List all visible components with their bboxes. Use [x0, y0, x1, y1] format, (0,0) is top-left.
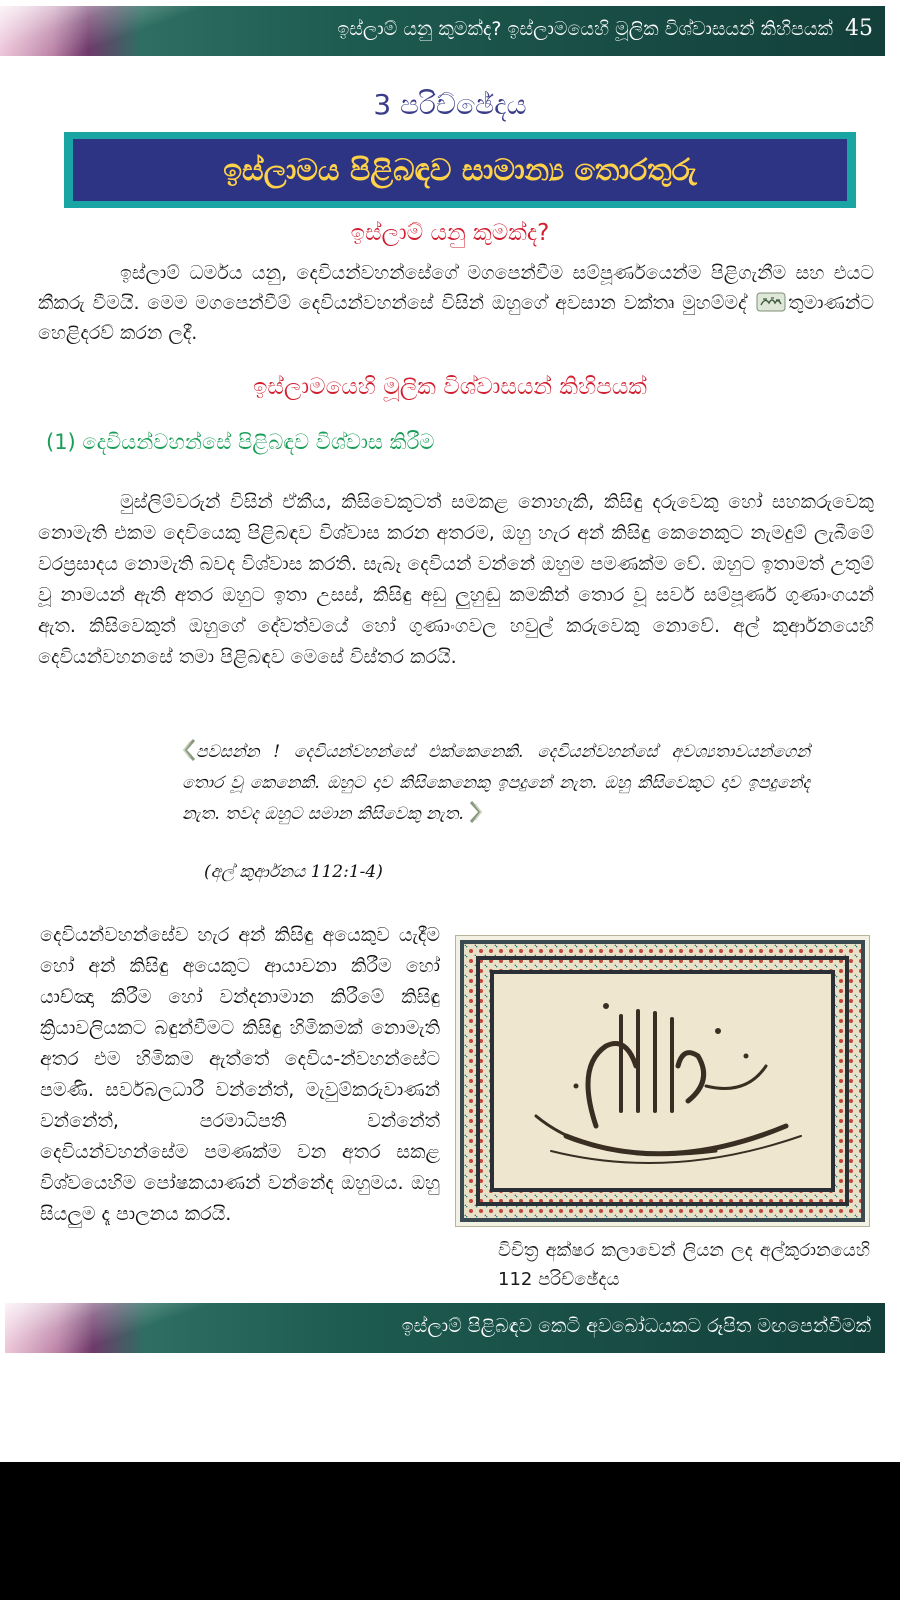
worship-paragraph: දෙවියන්වහන්සේව හැර අන් කිසිඳු අයෙකුව යැදීම හෝ අන් කිසිඳු අයෙකුට ආයාචනා කිරීම හෝ යාච්ඤා කිරීම හෝ වන්දනාමාන කිරීමේ කිසිඳු ක්‍රියාවලියකට බඳුන්වීමට කිසිඳු හිමිකමක් නොමැති අතර එම හිමිකම ඇත්තේ දෙවිය-න්වහන්සේට පමණි. සර්වබලධාරී වන්නේත්, මැවුම්කරුවාණන් වන්නේත්, පරමාධිපති වන්නේත් දෙවියන්වහන්සේම පමණක්ම වන අතර සකළ විශ්වයෙහිම පෝෂකයාණන් වන්නේද ඔහුමය. ඔහු සියලුම දෑ පාලනය කරයි.	[40, 924, 440, 1225]
chapter-title-panel	[73, 139, 847, 201]
salutation-seal-icon	[756, 292, 786, 312]
bottom-black-bar	[0, 1462, 900, 1600]
section-heading-what-is-islam: ඉස්ලාම් යනු කුමක්ද?	[350, 220, 550, 246]
running-footer: ඉස්ලාම් පිළිබඳව කෙටි අවබෝධයකට රූපිත මඟපෙන්වීමක්	[401, 1315, 871, 1337]
ornamental-open-bracket-icon	[182, 739, 196, 761]
page-number: 45	[845, 16, 873, 41]
calligraphy-image	[455, 935, 870, 1227]
intro-paragraph-text-start: ඉස්ලාම් ධර්මය යනු, දෙවියන්වහන්සේගේ මගපෙන්වීම සම්පූර්ණයෙන්ම පිළිගැනීම සහ එයට කීකරු වීමයි. මෙම මගපෙන්වීම් දෙවියන්වහන්සේ විසින් ඔහුගේ අවසාන වක්තෘ මුහම්මද්	[38, 262, 874, 314]
quran-reference: (අල් කුර්ආනය 112:1-4)	[204, 862, 383, 882]
intro-paragraph-text-end: තුමාණන්ට හෙළිදරව් කරන ලදී.	[38, 292, 874, 344]
chapter-title: ඉස්ලාමය පිළිබඳව සාමාන්‍ය තොරතුරු	[223, 152, 697, 188]
calligraphy-artwork	[456, 936, 869, 1226]
quran-quote	[182, 737, 810, 830]
section-heading-basic-beliefs: ඉස්ලාමයෙහි මූලික විශ්වාසයන් කිහිපයක්	[253, 374, 647, 400]
chapter-label: 3 පරිච්ඡේදය	[373, 88, 527, 121]
chapter-title-box	[64, 132, 856, 208]
page-header	[0, 6, 885, 56]
belief-paragraph: මුස්ලිම්වරුන් විසින් ඒකීය, කිසිවෙකුටත් සමකළ නොහැකි, කිසිඳු දරුවෙකු හෝ සහකරුවෙකු නොමැති එකම දෙවියෙකු පිළිබඳව විශ්වාස කරන අතරම, ඔහු හැර අන් කිසිඳු කෙනෙකුට නැමදුම් ලැබීමේ වරප්‍රසාදය නොමැති බවද විශ්වාස කරති. සැබෑ දෙවියන් වන්නේ ඔහුම පමණක්ම වේ. ඔහුට ඉතාමත් උතුම් වූ නාමයන් ඇති අතර ඔහුට ඉතා උසස්, කිසිඳු අඩු ලුහුඬු කමකින් තොර වූ සර්ව සම්පූර්ණ ගුණාංගයන් ඇත. කිසිවෙකුත් ඔහුගේ දේවත්වයේ හෝ ගුණාංගවල හවුල් කරුවෙකු නොවේ. අල් කුර්ආනයෙහි දෙවියන්වහනසේ තමා පිළිබඳව මෙසේ විස්තර කරයි.	[38, 491, 874, 668]
ornamental-close-bracket-icon	[469, 801, 483, 823]
figure-caption: විචිත්‍ර අක්ෂර කලාවෙන් ලියන ලද අල්කුරානයෙහි 112 පරිච්ඡේදය	[498, 1240, 870, 1290]
subheading-belief-in-god: (1) දෙවියන්වහන්සේ පිළිබඳව විශ්වාස කිරීම	[46, 430, 435, 454]
intro-paragraph	[38, 258, 874, 348]
page-footer	[5, 1303, 885, 1353]
running-header: ඉස්ලාම් යනු කුමක්ද? ඉස්ලාමයෙහි මූලික විශ්වාසයන් කිහිපයක්	[337, 18, 833, 40]
quran-quote-text: පවසන්න ! දෙවියන්වහන්සේ එක්කෙනෙකි. දෙවියන්වහන්සේ අවශ්‍යතාවයන්ගෙන් තොර වූ කෙනෙකි. ඔහුට දාව කිසිකෙනෙකු ඉපදුනේ නැත. ඔහු කිසිවෙකුට දාව ඉපදුනේද නැත. තවද ඔහුට සමාන කිසිවෙකු නැත.	[182, 742, 810, 824]
